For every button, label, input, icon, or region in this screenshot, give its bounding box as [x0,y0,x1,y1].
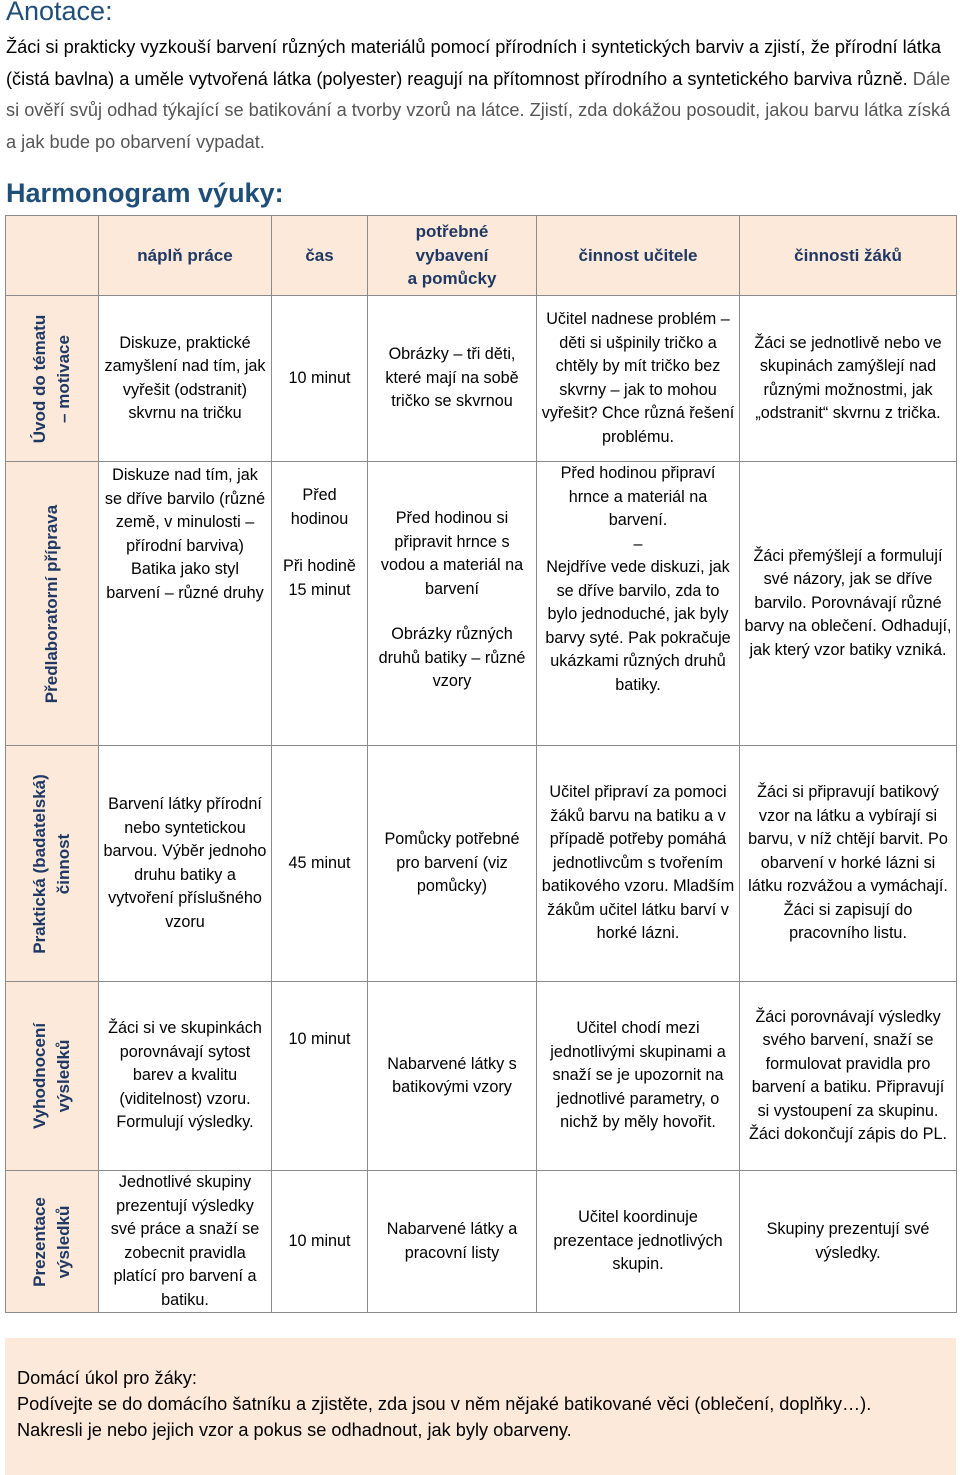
header-phase-cell [6,216,99,296]
content-cell: Žáci si ve skupinkách porovnávají sytost barev a kvalitu (viditelnost) vzoru. Formulují výsledky. [99,982,272,1171]
time-cell: 10 minut [272,982,368,1171]
students-cell: Žáci si připravují batikový vzor na látku a vybírají si barvu, v níž chtějí barvit. Po obarvení v horké lázni si látku rozvážou a vymáchají. Žáci si zapisují do pracovního listu. [740,746,957,982]
homework-box [5,1338,956,1475]
equipment-cell: Nabarvené látky s batikovými vzory [368,982,537,1171]
header-equipment-line2: vybavení [415,245,489,265]
students-cell: Skupiny prezentují své výsledky. [740,1171,957,1313]
phase-label: Vyhodnocení [30,1022,49,1130]
header-equipment-line3: a pomůcky [407,269,497,289]
table-row [6,462,957,746]
teacher-cell: Učitel připraví za pomoci žáků barvu na batiku a v případě potřeby pomáhá jednotlivcům s tvořením batikového vzoru. Mladším žákům učitel látku barví v horké lázni. [537,746,740,982]
equipment-cell: Obrázky – tři děti, které mají na sobě tričko se skvrnou [368,296,537,462]
phase-label-line2: činnost [54,833,73,894]
equipment-cell: Pomůcky potřebné pro barvení (viz pomůcky) [368,746,537,982]
teacher-cell: Učitel chodí mezi jednotlivými skupinami a snaží se je upozornit na jednotlivé parametry, o nichž by měly hovořit. [537,982,740,1171]
table-row [6,746,957,982]
teacher-cell: Učitel nadnese problém – děti si ušpinily tričko a chtěly by mít tričko bez skvrny – jak to mohou vyřešit? Chce různá řešení problému. [537,296,740,462]
equipment-cell: Nabarvené látky a pracovní listy [368,1171,537,1313]
teacher-during: Nejdříve vede diskuzi, jak se dříve barvilo, zda to bylo jednoduché, jak byly barvy syté. Pak pokračuje ukázkami různých druhů batiky. [545,558,731,694]
content-cell: Diskuze nad tím, jak se dříve barvilo (různé země, v minulosti – přírodní barviva) Batika jako styl barvení – různé druhy [99,462,272,746]
phase-label: Praktická (badatelská) [30,773,49,954]
header-equipment [368,216,537,296]
students-cell: Žáci porovnávají výsledky svého barvení, snaží se formulovat pravidla pro barvení a batiku. Připravují si vystoupení za skupinu. Žáci dokončují zápis do PL. [740,982,957,1171]
content-cell: Jednotlivé skupiny prezentují výsledky své práce a snaží se zobecnit pravidla platící pro barvení a batiku. [99,1171,272,1313]
students-cell: Žáci se jednotlivě nebo ve skupinách zamýšlejí nad různými možnostmi, jak „odstranit“ skvrnu z trička. [740,296,957,462]
teacher-before: Před hodinou připraví hrnce a materiál na barvení. [560,464,716,529]
header-content: náplň práce [99,216,272,296]
content-cell: Diskuze, praktické zamyšlení nad tím, jak vyřešit (odstranit) skvrnu na tričku [99,296,272,462]
phase-label-line2: výsledků [54,1039,73,1113]
header-students: činnosti žáků [740,216,957,296]
phase-label: Prezentace [30,1196,49,1287]
time-cell: 45 minut [272,746,368,982]
phase-cell [6,1171,99,1313]
table-row [6,982,957,1171]
time-cell: 10 minut [272,1171,368,1313]
annotation-text-lead: Žáci si prakticky vyzkouší barvení různých materiálů pomocí přírodních i syntetických barviv a zjistí, že přírodní látka (čistá bavlna) a uměle vytvořená látka (polyester) reagují na přítomnost přírodního a syntetického barviva různě. [6,37,941,89]
phase-cell [6,462,99,746]
students-cell: Žáci přemýšlejí a formulují své názory, jak se dříve barvilo. Porovnávají různé barvy na oblečení. Odhadují, jak který vzor batiky vzniká. [740,462,957,746]
time-during: Při hodině 15 minut [283,557,356,599]
annotation-heading: Anotace: [6,0,113,26]
header-time: čas [272,216,368,296]
schedule-heading: Harmonogram výuky: [6,178,284,208]
table-row [6,296,957,462]
equipment-cell [368,462,537,746]
time-cell: 10 minut [272,296,368,462]
time-before: Před hodinou [290,486,349,528]
phase-cell [6,982,99,1171]
header-teacher: činnost učitele [537,216,740,296]
teacher-cell: Učitel koordinuje prezentace jednotlivých skupin. [537,1171,740,1313]
phase-label: Předlaboratorní příprava [42,504,61,703]
content-cell: Barvení látky přírodní nebo syntetickou barvou. Výběr jednoho druhu batiky a vytvoření příslušného vzoru [99,746,272,982]
phase-label: Úvod do tématu [30,314,49,443]
time-cell [272,462,368,746]
table-header-row [6,216,957,296]
homework-line2: Nakresli je nebo jejich vzor a pokus se odhadnout, jak byly obarveny. [17,1420,572,1440]
annotation-text-rest: Dále si ověří svůj odhad týkající se batikování a tvorby vzorů na látce. Zjistí, zda dokážou posoudit, jakou barvu látka získá a jak bude po obarvení vypadat. [6,68,951,152]
teacher-cell [537,462,740,746]
annotation-text [6,32,951,158]
schedule-table [5,215,957,1313]
homework-heading: Domácí úkol pro žáky: [17,1368,197,1388]
phase-label-line2: – motivace [54,334,73,423]
phase-cell [6,296,99,462]
equipment-before: Před hodinou si připravit hrnce s vodou a materiál na barvení [380,509,524,598]
phase-label-line2: výsledků [54,1205,73,1278]
phase-cell [6,746,99,982]
teacher-separator: – [633,534,643,553]
header-equipment-line1: potřebné [415,222,489,242]
equipment-during: Obrázky různých druhů batiky – různé vzory [378,625,526,690]
table-row [6,1171,957,1313]
homework-line1: Podívejte se do domácího šatníku a zjistěte, zda jsou v něm nějaké batikované věci (oblečení, doplňky…). [17,1394,872,1414]
